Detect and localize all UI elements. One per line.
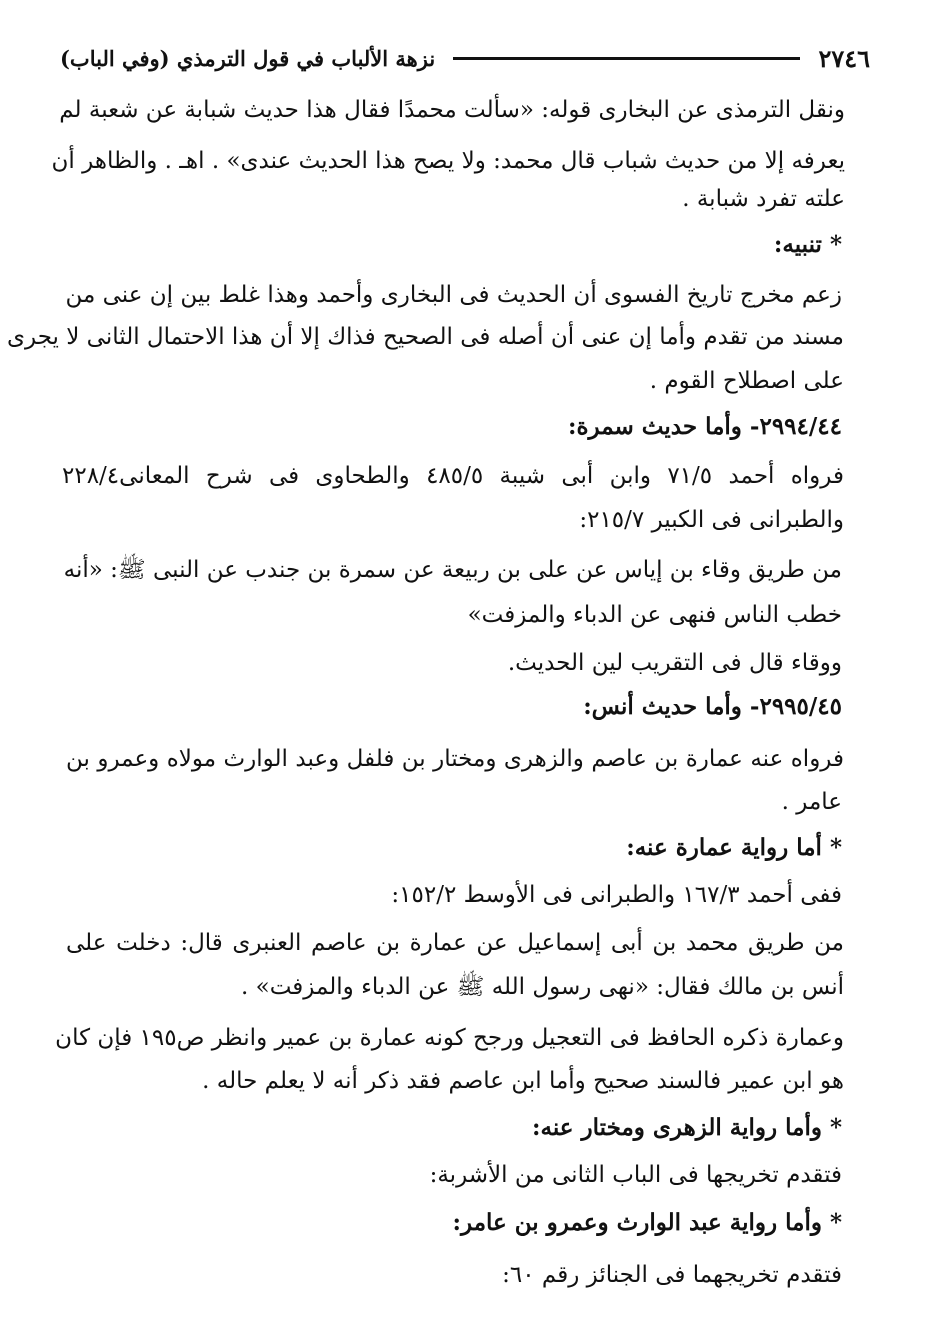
body-line: مسند من تقدم وأما إن عنى أن أصله فى الصحيح فذاك إلا أن هذا الاحتمال الثانى لا يجرى <box>7 324 844 350</box>
body-line: فتقدم تخريجها فى الباب الثانى من الأشربة: <box>429 1162 842 1188</box>
section-heading: ٢٩٩٤/٤٤- وأما حديث سمرة: <box>568 413 842 440</box>
page-header <box>60 40 870 76</box>
body-line: ونقل الترمذى عن البخارى قوله: «سألت محمدًا فقال هذا حديث شبابة عن شعبة لم <box>59 97 845 123</box>
running-title: نزهة الألباب في قول الترمذي (وفي الباب) <box>60 45 436 71</box>
body-line: زعم مخرج تاريخ الفسوى أن الحديث فى البخارى وأحمد وهذا غلط بين إن عنى من <box>65 282 842 308</box>
body-line: أنس بن مالك فقال: «نهى رسول الله ﷺ عن الدباء والمزفت» . <box>241 974 844 1000</box>
body-line: ووقاء قال فى التقريب لين الحديث. <box>507 650 842 676</box>
section-heading: * وأما رواية الزهرى ومختار عنه: <box>532 1114 842 1141</box>
body-line: فرواه عنه عمارة بن عاصم والزهرى ومختار بن فلفل وعبد الوارث مولاه وعمرو بن <box>66 746 844 772</box>
section-heading: ٢٩٩٥/٤٥- وأما حديث أنس: <box>583 693 842 720</box>
body-line: هو ابن عمير فالسند صحيح وأما ابن عاصم فقد ذكر أنه لا يعلم حاله . <box>202 1068 844 1094</box>
body-line: خطب الناس فنهى عن الدباء والمزفت» <box>467 602 842 628</box>
body-line: والطبرانى فى الكبير ٢١٥/٧: <box>579 507 844 533</box>
body-line: فرواه أحمد ٧١/٥ وابن أبى شيبة ٤٨٥/٥ والطحاوى فى شرح المعانى٢٢٨/٤ <box>62 463 844 489</box>
body-line: عامر . <box>781 789 842 815</box>
body-line: من طريق محمد بن أبى إسماعيل عن عمارة بن عاصم العنبرى قال: دخلت على <box>66 930 844 956</box>
page-number: ٢٧٤٦ <box>818 43 870 73</box>
header-rule <box>453 57 800 60</box>
body-line: فتقدم تخريجهما فى الجنائز رقم ٦٠: <box>502 1262 842 1288</box>
body-line: يعرفه إلا من حديث شباب قال محمد: ولا يصح هذا الحديث عندى» . اهـ . والظاهر أن <box>51 148 845 174</box>
body-line: ففى أحمد ١٦٧/٣ والطبرانى فى الأوسط ١٥٢/٢: <box>391 882 842 908</box>
body-line: علته تفرد شبابة . <box>682 186 845 212</box>
section-heading: * أما رواية عمارة عنه: <box>626 834 842 861</box>
section-heading: * تنبيه: <box>773 231 842 258</box>
body-line: وعمارة ذكره الحافظ فى التعجيل ورجح كونه عمارة بن عمير وانظر ص١٩٥ فإن كان <box>55 1025 844 1051</box>
body-line: من طريق وقاء بن إياس عن على بن ربيعة عن سمرة بن جندب عن النبى ﷺ: «أنه <box>63 557 842 583</box>
body-line: على اصطلاح القوم . <box>649 368 844 394</box>
section-heading: * وأما رواية عبد الوارث وعمرو بن عامر: <box>452 1209 842 1236</box>
